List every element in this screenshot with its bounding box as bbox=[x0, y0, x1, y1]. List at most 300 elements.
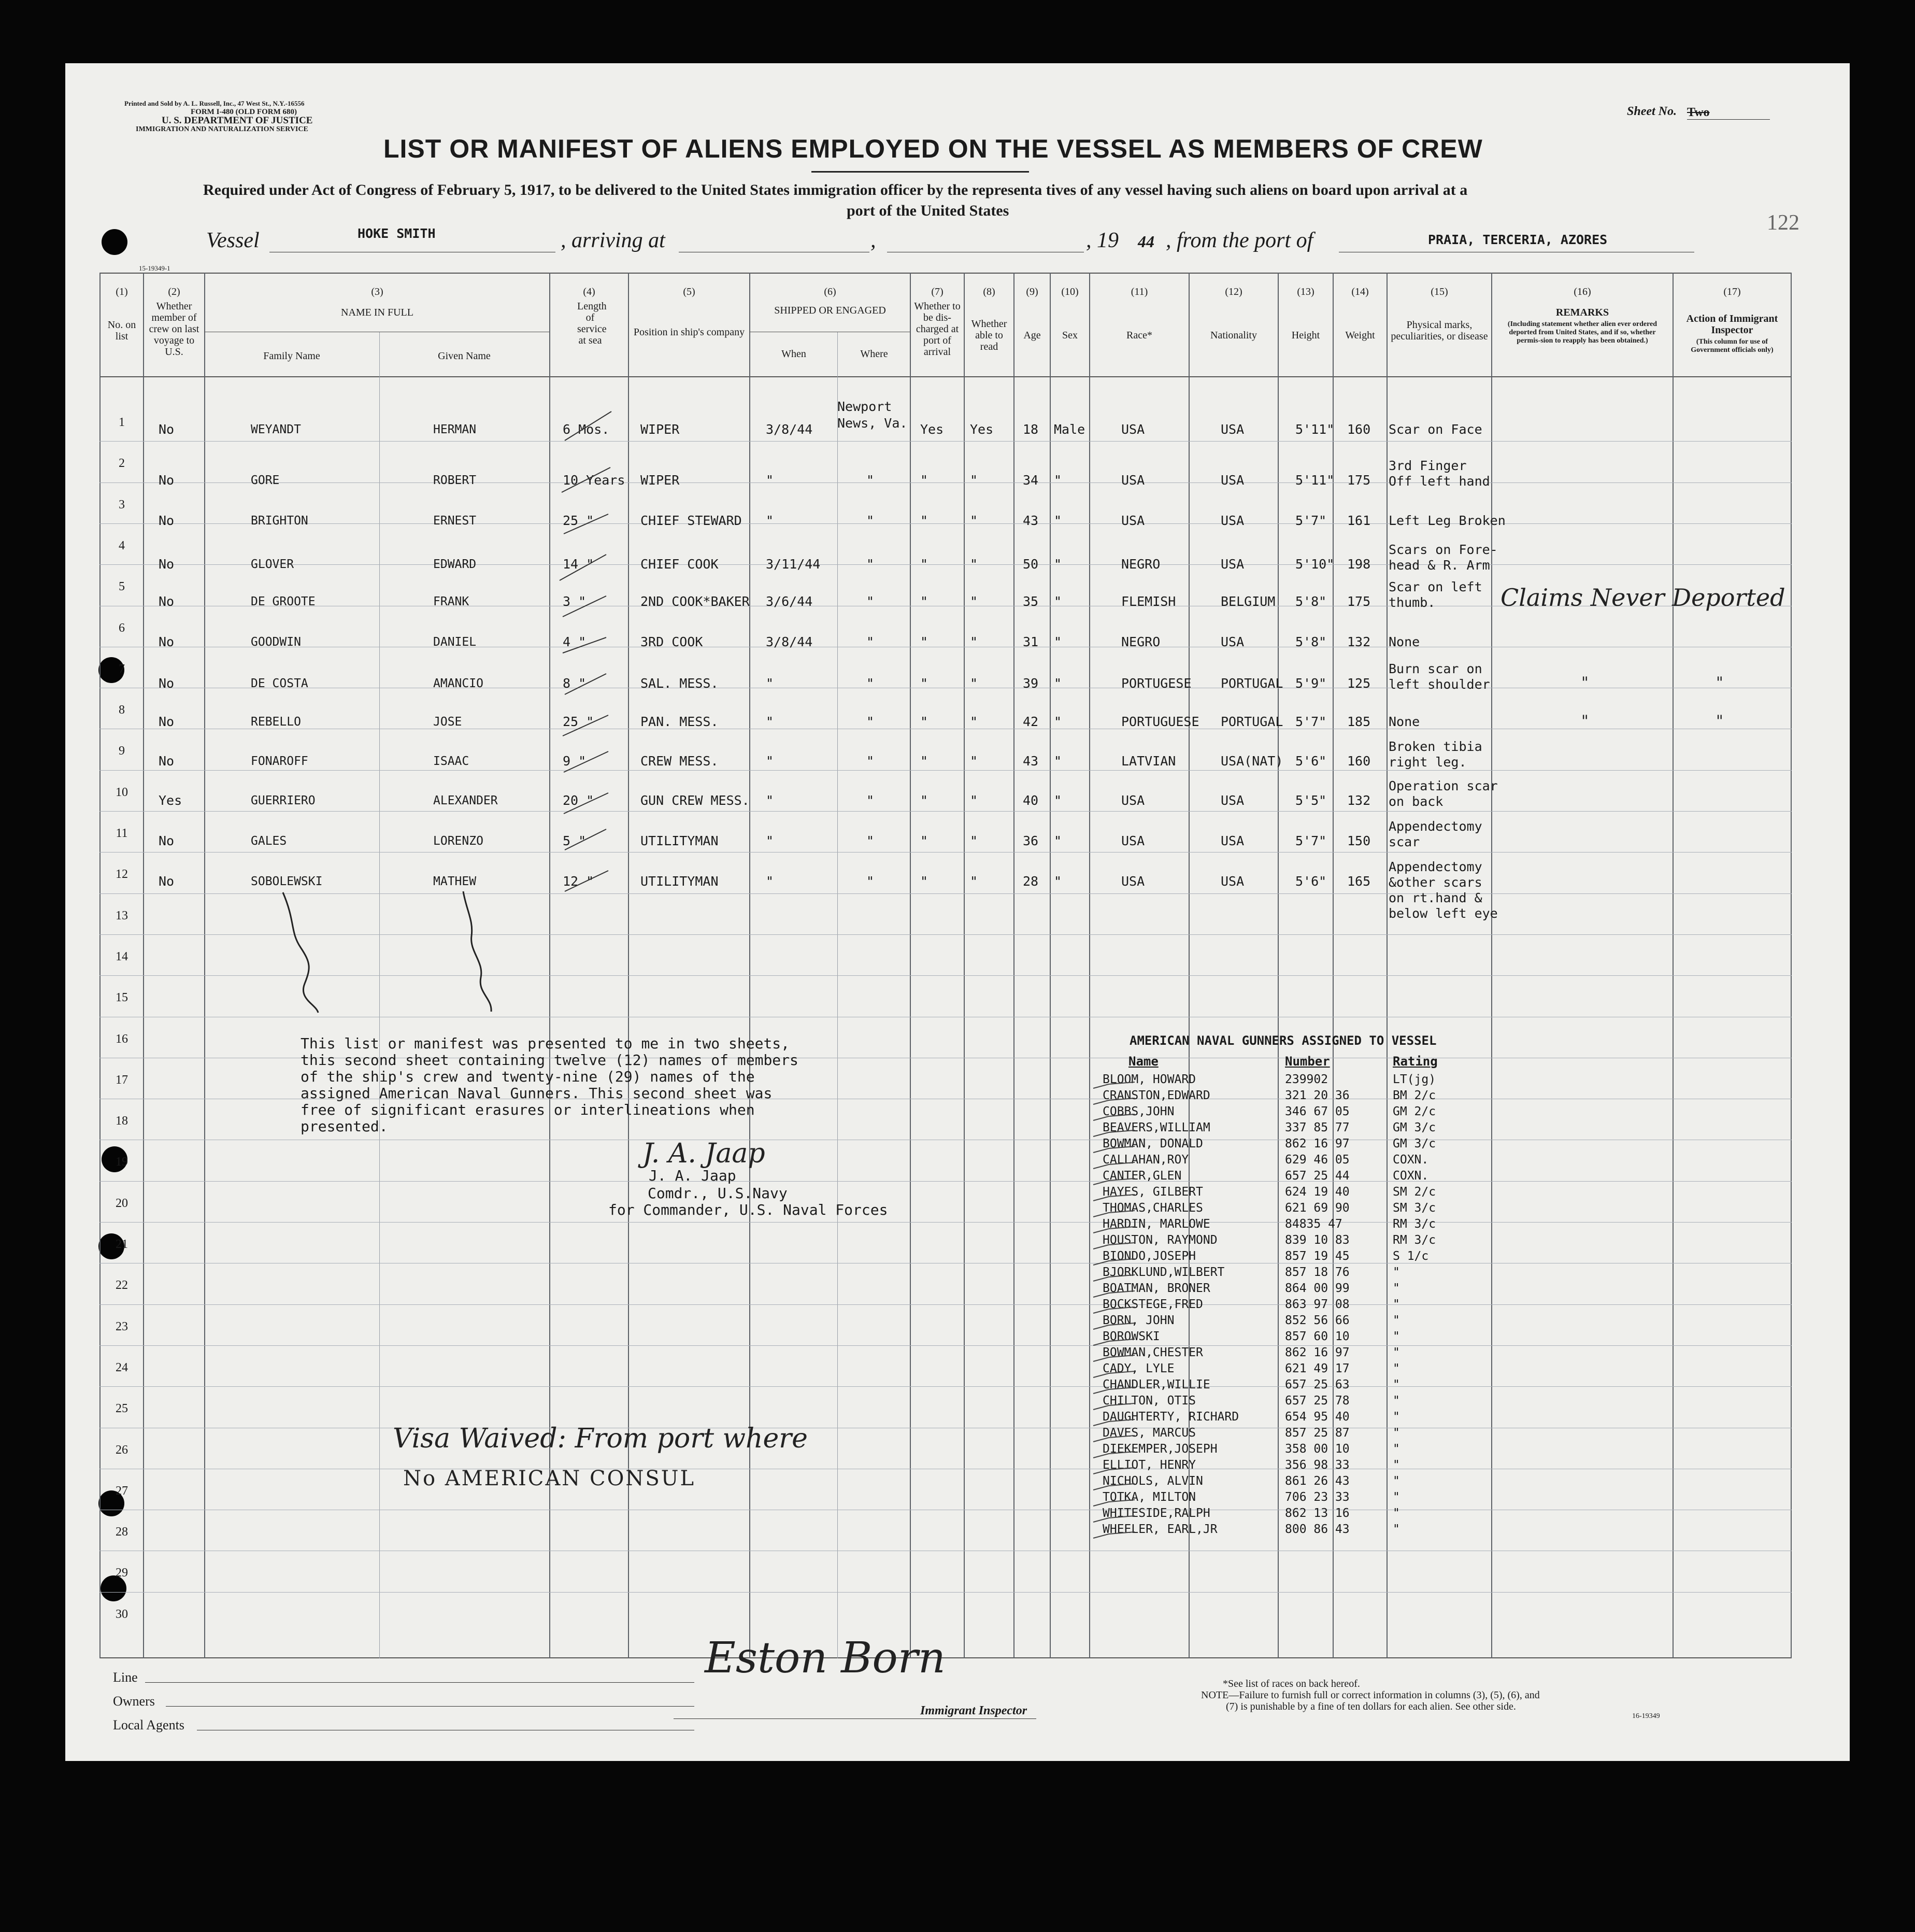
crew-nationality: USA bbox=[1221, 793, 1245, 808]
gunner-rating: " bbox=[1393, 1523, 1400, 1536]
crew-height: 5'8" bbox=[1295, 634, 1327, 649]
year-suffix: 44 bbox=[1138, 232, 1154, 251]
gunner-tick-mark bbox=[1093, 1500, 1135, 1506]
gunner-name: DIEKEMPER,JOSEPH bbox=[1103, 1442, 1218, 1456]
gunner-rating: " bbox=[1393, 1282, 1400, 1295]
crew-given-name: MATHEW bbox=[433, 875, 477, 888]
crew-shipped-place: " bbox=[866, 676, 875, 691]
remark-never-deported: Claims Never Deported bbox=[1500, 584, 1785, 612]
form-title: LIST OR MANIFEST OF ALIENS EMPLOYED ON THE VESSEL AS MEMBERS OF CREW bbox=[383, 134, 1483, 163]
row-number: 14 bbox=[116, 950, 128, 963]
crew-weight: 160 bbox=[1347, 754, 1371, 769]
gunner-number: 84835 47 bbox=[1285, 1217, 1342, 1231]
ditto-mark: " bbox=[1581, 712, 1589, 730]
crew-given-name: ISAAC bbox=[433, 755, 469, 768]
gunner-rating: " bbox=[1393, 1314, 1400, 1327]
gunner-tick-mark bbox=[1093, 1082, 1135, 1088]
crew-weight: 161 bbox=[1347, 513, 1371, 528]
gunner-tick-mark bbox=[1093, 1403, 1135, 1410]
crew-age: 50 bbox=[1023, 557, 1039, 572]
gunner-rating: " bbox=[1393, 1507, 1400, 1520]
gunner-name: HARDIN, MARLOWE bbox=[1103, 1217, 1210, 1231]
gunner-tick-mark bbox=[1093, 1146, 1135, 1153]
col-10-label: Sex bbox=[1062, 330, 1078, 341]
printer-line: Printed and Sold by A. L. Russell, Inc., 47 West St., N.Y.-16556 bbox=[124, 100, 305, 107]
col-6-label: SHIPPED OR ENGAGED bbox=[774, 305, 886, 316]
crew-service-length: 25 " bbox=[563, 714, 594, 729]
ditto-mark: " bbox=[1716, 674, 1723, 692]
crew-age: 43 bbox=[1023, 513, 1039, 528]
crew-height: 5'11" bbox=[1295, 422, 1335, 437]
crew-physical-marks: Appendectomy bbox=[1389, 859, 1482, 874]
gunner-number: 862 16 97 bbox=[1285, 1346, 1350, 1359]
col-13-number: (13) bbox=[1297, 286, 1314, 297]
gunner-number: 624 19 40 bbox=[1285, 1185, 1350, 1199]
crew-nationality: USA bbox=[1221, 557, 1245, 572]
crew-weight: 175 bbox=[1347, 473, 1371, 488]
crew-age: 43 bbox=[1023, 754, 1039, 769]
ditto-mark: " bbox=[1716, 712, 1723, 730]
row-number: 15 bbox=[116, 991, 128, 1004]
crew-sex: " bbox=[1054, 793, 1062, 808]
crew-physical-marks: thumb. bbox=[1389, 595, 1436, 610]
crew-service-length: 9 " bbox=[563, 754, 587, 769]
crew-prev-voyage: No bbox=[159, 513, 175, 528]
gunner-name: BOCKSTEGE,FRED bbox=[1103, 1298, 1203, 1311]
row-number: 28 bbox=[116, 1525, 128, 1539]
row-number: 21 bbox=[116, 1238, 128, 1251]
gunner-number: 358 00 10 bbox=[1285, 1442, 1350, 1456]
service-check-marks bbox=[554, 404, 622, 912]
gunner-number: 852 56 66 bbox=[1285, 1314, 1350, 1327]
crew-weight: 160 bbox=[1347, 422, 1371, 437]
row-number: 2 bbox=[119, 457, 125, 470]
crew-nationality: USA bbox=[1221, 874, 1245, 889]
gunner-name: BJORKLUND,WILBERT bbox=[1103, 1266, 1225, 1279]
crew-discharged: " bbox=[920, 676, 928, 691]
statement-line: presented. bbox=[301, 1118, 388, 1135]
crew-shipped-place-line2: News, Va. bbox=[837, 416, 908, 431]
departure-port: PRAIA, TERCERIA, AZORES bbox=[1428, 232, 1608, 247]
crew-nationality: PORTUGAL bbox=[1221, 714, 1283, 729]
crew-prev-voyage: No bbox=[159, 473, 175, 488]
crew-shipped-date: 3/6/44 bbox=[766, 594, 813, 609]
gunner-rating: GM 3/c bbox=[1393, 1121, 1436, 1134]
crew-position: PAN. MESS. bbox=[640, 714, 719, 729]
crew-nationality: USA bbox=[1221, 473, 1245, 488]
crew-race: PORTUGUESE bbox=[1121, 714, 1199, 729]
crew-nationality: USA bbox=[1221, 422, 1245, 437]
gunner-rating: RM 3/c bbox=[1393, 1217, 1436, 1231]
gunner-number: 356 98 33 bbox=[1285, 1458, 1350, 1472]
gunner-name: CRANSTON,EDWARD bbox=[1103, 1089, 1210, 1102]
crew-given-name: JOSE bbox=[433, 715, 462, 729]
ditto-mark: " bbox=[1581, 674, 1589, 692]
col-11-number: (11) bbox=[1131, 286, 1148, 297]
crew-physical-marks: Scar on Face bbox=[1389, 422, 1482, 437]
gunner-rating: S 1/c bbox=[1393, 1249, 1429, 1263]
crew-can-read: " bbox=[970, 874, 978, 889]
crew-can-read: " bbox=[970, 676, 978, 691]
crew-height: 5'9" bbox=[1295, 676, 1327, 691]
col-5-label: Position in ship's company bbox=[633, 326, 745, 338]
col-6a-label: When bbox=[781, 348, 806, 360]
gunner-tick-mark bbox=[1093, 1275, 1135, 1281]
crew-shipped-place: " bbox=[866, 557, 875, 572]
crew-shipped-date: 3/11/44 bbox=[766, 557, 821, 572]
gunner-tick-mark bbox=[1093, 1484, 1135, 1490]
col-5-number: (5) bbox=[683, 286, 695, 297]
crew-can-read: " bbox=[970, 594, 978, 609]
col-11-label: Race* bbox=[1126, 330, 1152, 341]
crew-height: 5'7" bbox=[1295, 833, 1327, 848]
crew-family-name: GORE bbox=[251, 474, 280, 487]
crew-age: 36 bbox=[1023, 833, 1039, 848]
crew-discharged: " bbox=[920, 714, 928, 729]
gunner-name: CANTER,GLEN bbox=[1103, 1169, 1182, 1183]
col-3a-label: Family Name bbox=[263, 350, 320, 362]
crew-age: 42 bbox=[1023, 714, 1039, 729]
crew-prev-voyage: No bbox=[159, 833, 175, 848]
gunner-tick-mark bbox=[1093, 1098, 1135, 1104]
crew-service-length: 10 Years bbox=[563, 473, 625, 488]
gunner-number: 629 46 05 bbox=[1285, 1153, 1350, 1167]
gunners-number-header: Number bbox=[1285, 1054, 1330, 1069]
gunner-name: BOATMAN, BRONER bbox=[1103, 1282, 1210, 1295]
crew-can-read: " bbox=[970, 714, 978, 729]
crew-family-name: GALES bbox=[251, 834, 287, 848]
crew-height: 5'7" bbox=[1295, 714, 1327, 729]
row-number: 26 bbox=[116, 1443, 128, 1457]
gunner-name: BOWMAN,CHESTER bbox=[1103, 1346, 1203, 1359]
crew-physical-marks: Appendectomy bbox=[1389, 819, 1482, 834]
punch-hole bbox=[102, 229, 127, 255]
row-number: 25 bbox=[116, 1402, 128, 1415]
gunner-rating: GM 2/c bbox=[1393, 1105, 1436, 1118]
crew-weight: 185 bbox=[1347, 714, 1371, 729]
crew-nationality: BELGIUM bbox=[1221, 594, 1276, 609]
col-12-number: (12) bbox=[1225, 286, 1242, 297]
gunner-name: BEAVERS,WILLIAM bbox=[1103, 1121, 1210, 1134]
crew-sex: " bbox=[1054, 473, 1062, 488]
crew-sex: " bbox=[1054, 874, 1062, 889]
crew-physical-marks: Operation scar bbox=[1389, 778, 1498, 793]
crew-race: NEGRO bbox=[1121, 557, 1161, 572]
col-7-number: (7) bbox=[931, 286, 944, 297]
gunner-tick-mark bbox=[1093, 1227, 1135, 1233]
crew-shipped-place: " bbox=[866, 754, 875, 769]
row-number: 20 bbox=[116, 1197, 128, 1210]
gunner-name: CADY, LYLE bbox=[1103, 1362, 1175, 1375]
gunner-name: ELLIOT, HENRY bbox=[1103, 1458, 1196, 1472]
crew-physical-marks: Scar on left bbox=[1389, 579, 1482, 594]
gunner-number: 346 67 05 bbox=[1285, 1105, 1350, 1118]
row-number: 30 bbox=[116, 1608, 128, 1621]
crew-shipped-place: " bbox=[866, 513, 875, 528]
crew-race: LATVIAN bbox=[1121, 754, 1176, 769]
gunner-rating: RM 3/c bbox=[1393, 1233, 1436, 1247]
col-4-number: (4) bbox=[583, 286, 595, 297]
crew-shipped-place: Newport bbox=[837, 399, 892, 414]
crew-shipped-place: " bbox=[866, 594, 875, 609]
crew-physical-marks: left shoulder bbox=[1389, 677, 1490, 692]
crew-position: 3RD COOK bbox=[640, 634, 703, 649]
gunner-number: 654 95 40 bbox=[1285, 1410, 1350, 1424]
gunner-tick-mark bbox=[1093, 1516, 1135, 1522]
crew-service-length: 6 Mos. bbox=[563, 422, 610, 437]
gunner-rating: " bbox=[1393, 1474, 1400, 1488]
crew-age: 28 bbox=[1023, 874, 1039, 889]
gunner-name: BLOOM, HOWARD bbox=[1103, 1073, 1196, 1086]
crew-can-read: " bbox=[970, 473, 978, 488]
gunner-rating: " bbox=[1393, 1490, 1400, 1504]
gunner-name: TOTKA, MILTON bbox=[1103, 1490, 1196, 1504]
col-16-subtitle: (Including statement whether alien ever ordered deported from United States, and if so, whether permis-sion to reapply has been obtained.) bbox=[1507, 320, 1657, 345]
crew-prev-voyage: No bbox=[159, 714, 175, 729]
col-16-number: (16) bbox=[1574, 286, 1591, 297]
crew-given-name: ALEXANDER bbox=[433, 794, 498, 807]
crew-can-read: " bbox=[970, 793, 978, 808]
crew-shipped-date: 3/8/44 bbox=[766, 422, 813, 437]
crew-shipped-place: " bbox=[866, 874, 875, 889]
crew-weight: 165 bbox=[1347, 874, 1371, 889]
gunner-tick-mark bbox=[1093, 1532, 1135, 1538]
gunner-check-marks bbox=[1088, 1074, 1140, 1540]
crew-nationality: USA(NAT) bbox=[1221, 754, 1283, 769]
crew-shipped-place: " bbox=[866, 634, 875, 649]
col-15-number: (15) bbox=[1431, 286, 1448, 297]
gunners-title: AMERICAN NAVAL GUNNERS ASSIGNED TO VESSEL bbox=[1130, 1033, 1437, 1048]
gunner-number: 800 86 43 bbox=[1285, 1523, 1350, 1536]
row-number: 29 bbox=[116, 1566, 128, 1580]
row-number: 12 bbox=[116, 868, 128, 881]
gunner-tick-mark bbox=[1093, 1130, 1135, 1137]
crew-nationality: USA bbox=[1221, 634, 1245, 649]
gunner-number: 857 25 87 bbox=[1285, 1426, 1350, 1440]
crew-family-name: GUERRIERO bbox=[251, 794, 316, 807]
crew-race: USA bbox=[1121, 513, 1145, 528]
crew-physical-marks: Broken tibia bbox=[1389, 739, 1482, 754]
gunner-rating: " bbox=[1393, 1442, 1400, 1456]
crew-family-name: FONAROFF bbox=[251, 755, 308, 768]
gunner-rating: GM 3/c bbox=[1393, 1137, 1436, 1150]
col-17-number: (17) bbox=[1723, 286, 1741, 297]
row-number: 8 bbox=[119, 703, 125, 717]
gunner-tick-mark bbox=[1093, 1323, 1135, 1329]
officer-for-line: for Commander, U.S. Naval Forces bbox=[608, 1201, 888, 1218]
crew-weight: 198 bbox=[1347, 557, 1371, 572]
crew-race: USA bbox=[1121, 473, 1145, 488]
gunner-tick-mark bbox=[1093, 1387, 1135, 1394]
row-number: 22 bbox=[116, 1278, 128, 1292]
crew-age: 35 bbox=[1023, 594, 1039, 609]
gunner-number: 337 85 77 bbox=[1285, 1121, 1350, 1134]
col-1-number: (1) bbox=[116, 286, 128, 297]
statement-line: assigned American Naval Gunners. This second sheet was bbox=[301, 1085, 773, 1102]
crew-discharged: " bbox=[920, 594, 928, 609]
col-6-number: (6) bbox=[824, 286, 836, 297]
col-15-label: Physical marks, peculiarities, or disease bbox=[1391, 319, 1488, 342]
crew-race: USA bbox=[1121, 793, 1145, 808]
crew-height: 5'6" bbox=[1295, 754, 1327, 769]
col-3b-label: Given Name bbox=[438, 350, 491, 362]
statement-line: free of significant erasures or interlineations when bbox=[301, 1101, 755, 1118]
penalty-note: NOTE—Failure to furnish full or correct information in columns (3), (5), (6), and bbox=[1201, 1689, 1540, 1701]
col-8-number: (8) bbox=[983, 286, 995, 297]
service-name: IMMIGRATION AND NATURALIZATION SERVICE bbox=[136, 125, 308, 133]
crew-position: SAL. MESS. bbox=[640, 676, 719, 691]
crew-can-read: " bbox=[970, 833, 978, 848]
crew-height: 5'8" bbox=[1295, 594, 1327, 609]
crew-position: CHIEF STEWARD bbox=[640, 513, 742, 528]
crew-position: 2ND COOK*BAKER bbox=[640, 594, 750, 609]
crew-prev-voyage: No bbox=[159, 634, 175, 649]
col-13-label: Height bbox=[1291, 330, 1320, 341]
gunner-tick-mark bbox=[1093, 1211, 1135, 1217]
row-number: 3 bbox=[119, 498, 125, 512]
crew-age: 39 bbox=[1023, 676, 1039, 691]
footer-code: 16-19349 bbox=[1632, 1712, 1660, 1720]
gunner-rating: " bbox=[1393, 1330, 1400, 1343]
row-number: 24 bbox=[116, 1361, 128, 1374]
crew-discharged: " bbox=[920, 557, 928, 572]
crew-family-name: BRIGHTON bbox=[251, 514, 308, 528]
department-name: U. S. DEPARTMENT OF JUSTICE bbox=[162, 115, 313, 126]
crew-race: FLEMISH bbox=[1121, 594, 1176, 609]
gunner-number: 862 13 16 bbox=[1285, 1507, 1350, 1520]
crew-given-name: LORENZO bbox=[433, 834, 483, 848]
gunner-name: DAUGHTERTY, RICHARD bbox=[1103, 1410, 1239, 1424]
statement-line: This list or manifest was presented to me in two sheets, bbox=[301, 1035, 790, 1052]
gunner-tick-mark bbox=[1093, 1195, 1135, 1201]
crew-can-read: Yes bbox=[970, 422, 994, 437]
col-4-label: Length of service at sea bbox=[577, 301, 607, 346]
gunner-rating: " bbox=[1393, 1426, 1400, 1440]
crew-discharged: " bbox=[920, 754, 928, 769]
crew-sex: " bbox=[1054, 594, 1062, 609]
gunner-name: HOUSTON, RAYMOND bbox=[1103, 1233, 1218, 1247]
inspector-label: Immigrant Inspector bbox=[920, 1704, 1027, 1717]
crew-service-length: 14 " bbox=[563, 557, 594, 572]
crew-physical-marks: on back bbox=[1389, 794, 1444, 809]
gunner-tick-mark bbox=[1093, 1243, 1135, 1249]
col-17-subtitle: (This column for use of Government officials only) bbox=[1691, 338, 1774, 354]
gunner-name: WHITESIDE,RALPH bbox=[1103, 1507, 1210, 1520]
crew-shipped-place: " bbox=[866, 793, 875, 808]
no-consul-note: No AMERICAN CONSUL bbox=[403, 1467, 696, 1490]
crew-age: 18 bbox=[1023, 422, 1039, 437]
gunner-tick-mark bbox=[1093, 1355, 1135, 1361]
gunner-rating: " bbox=[1393, 1410, 1400, 1424]
crew-physical-marks: scar bbox=[1389, 834, 1420, 849]
col-8-label: Whether able to read bbox=[971, 318, 1007, 352]
gunners-name-header: Name bbox=[1128, 1054, 1159, 1069]
col-14-number: (14) bbox=[1351, 286, 1369, 297]
gunner-name: BOWMAN, DONALD bbox=[1103, 1137, 1203, 1150]
crew-family-name: REBELLO bbox=[251, 715, 301, 729]
crew-shipped-date: " bbox=[766, 754, 774, 769]
gunner-tick-mark bbox=[1093, 1339, 1135, 1345]
gunner-number: 239902 bbox=[1285, 1073, 1328, 1086]
crew-family-name: WEYANDT bbox=[251, 423, 301, 436]
gunner-number: 657 25 63 bbox=[1285, 1378, 1350, 1391]
gunner-name: BIONDO,JOSEPH bbox=[1103, 1249, 1196, 1263]
gunner-number: 862 16 97 bbox=[1285, 1137, 1350, 1150]
crew-sex: " bbox=[1054, 634, 1062, 649]
gunner-tick-mark bbox=[1093, 1307, 1135, 1313]
races-note: *See list of races on back hereof. bbox=[1223, 1678, 1360, 1689]
gunner-number: 863 97 08 bbox=[1285, 1298, 1350, 1311]
crew-shipped-place: " bbox=[866, 714, 875, 729]
gunner-rating: SM 3/c bbox=[1393, 1201, 1436, 1215]
gunner-rating: LT(jg) bbox=[1393, 1073, 1436, 1086]
crew-race: USA bbox=[1121, 874, 1145, 889]
sheet-no-value: Two bbox=[1687, 106, 1710, 119]
crew-weight: 125 bbox=[1347, 676, 1371, 691]
crew-weight: 132 bbox=[1347, 793, 1371, 808]
crew-shipped-date: 3/8/44 bbox=[766, 634, 813, 649]
penalty-note-2: (7) is punishable by a fine of ten dollars for each alien. See other side. bbox=[1226, 1701, 1516, 1712]
crew-given-name: HERMAN bbox=[433, 423, 477, 436]
crew-sex: " bbox=[1054, 513, 1062, 528]
gunner-rating: " bbox=[1393, 1266, 1400, 1279]
col-6b-label: Where bbox=[860, 348, 888, 360]
crew-discharged: " bbox=[920, 874, 928, 889]
form-number: FORM I-480 (OLD FORM 680) bbox=[191, 108, 297, 116]
crew-sex: " bbox=[1054, 676, 1062, 691]
gunner-rating: SM 2/c bbox=[1393, 1185, 1436, 1199]
scribble-mark bbox=[280, 890, 332, 1015]
col-17-label: Action of Immigrant Inspector bbox=[1686, 313, 1778, 336]
line-label: Line bbox=[113, 1670, 138, 1685]
gunner-number: 706 23 33 bbox=[1285, 1490, 1350, 1504]
gunner-tick-mark bbox=[1093, 1259, 1135, 1265]
gunner-number: 657 25 78 bbox=[1285, 1394, 1350, 1408]
gunner-number: 657 25 44 bbox=[1285, 1169, 1350, 1183]
local-agents-label: Local Agents bbox=[113, 1717, 184, 1732]
gunner-number: 321 20 36 bbox=[1285, 1089, 1350, 1102]
crew-height: 5'11" bbox=[1295, 473, 1335, 488]
crew-prev-voyage: No bbox=[159, 422, 175, 437]
gunner-rating: " bbox=[1393, 1378, 1400, 1391]
gunner-number: 857 19 45 bbox=[1285, 1249, 1350, 1263]
scribble-mark bbox=[456, 889, 508, 1014]
arriving-label: , arriving at bbox=[561, 229, 665, 252]
crew-given-name: FRANK bbox=[433, 595, 469, 608]
col-7-label: Whether to be dis-charged at port of arrival bbox=[914, 301, 961, 358]
crew-family-name: DE GROOTE bbox=[251, 595, 316, 608]
row-number: 10 bbox=[116, 786, 128, 799]
crew-nationality: USA bbox=[1221, 513, 1245, 528]
crew-position: WIPER bbox=[640, 473, 680, 488]
crew-position: UTILITYMAN bbox=[640, 833, 719, 848]
gunner-rating: COXN. bbox=[1393, 1153, 1429, 1167]
crew-nationality: PORTUGAL bbox=[1221, 676, 1283, 691]
crew-shipped-place: " bbox=[866, 833, 875, 848]
vessel-name: HOKE SMITH bbox=[358, 226, 436, 241]
crew-physical-marks: right leg. bbox=[1389, 755, 1467, 770]
crew-given-name: ERNEST bbox=[433, 514, 477, 528]
crew-physical-marks: 3rd Finger bbox=[1389, 458, 1467, 473]
crew-height: 5'6" bbox=[1295, 874, 1327, 889]
gunner-name: WHEELER, EARL,JR bbox=[1103, 1523, 1218, 1536]
crew-given-name: AMANCIO bbox=[433, 677, 483, 690]
row-number: 27 bbox=[116, 1484, 128, 1498]
crew-shipped-date: " bbox=[766, 833, 774, 848]
gunner-number: 839 10 83 bbox=[1285, 1233, 1350, 1247]
crew-physical-marks: Off left hand bbox=[1389, 474, 1490, 489]
row-number: 5 bbox=[119, 580, 125, 593]
